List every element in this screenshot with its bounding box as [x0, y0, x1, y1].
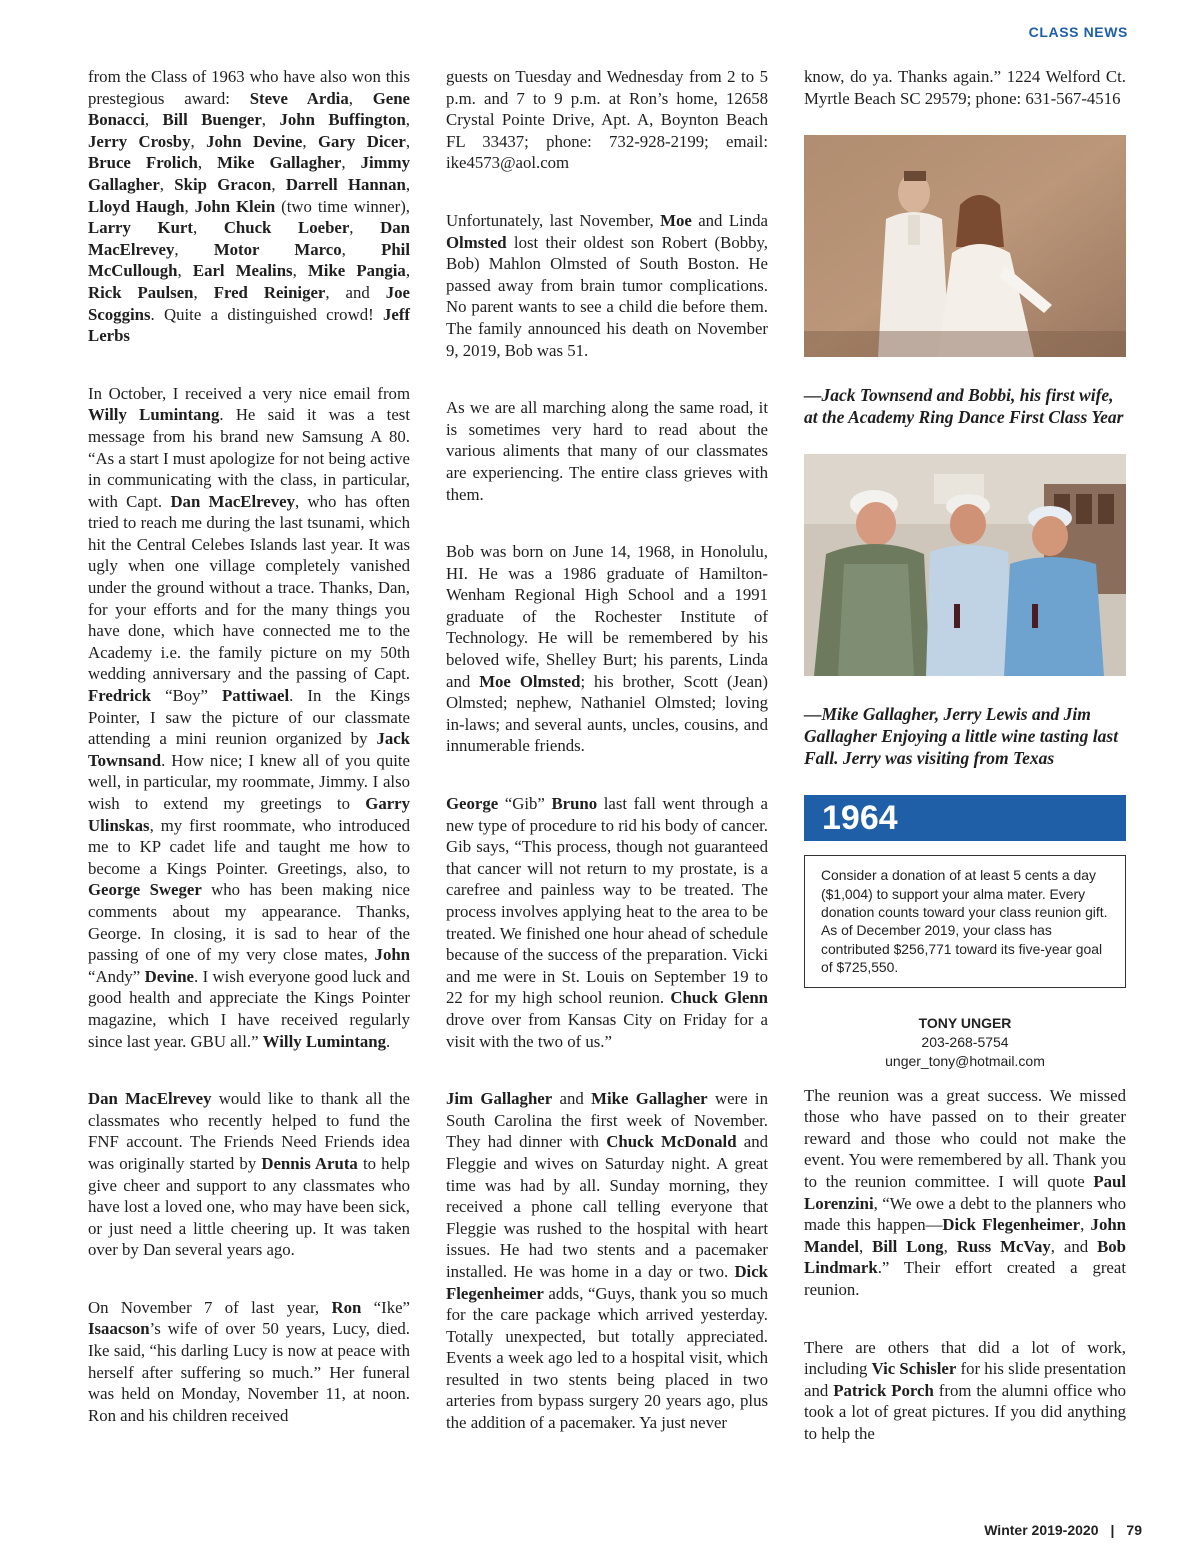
paragraph — [446, 210, 768, 361]
text-run: , — [192, 218, 224, 238]
text-run: . — [386, 1031, 391, 1051]
text-run: , — [341, 153, 361, 173]
text-run: , and — [1050, 1236, 1098, 1256]
person-name: Earl Mealins — [192, 261, 293, 281]
text-run: were in South Carolina the first week of November. They had dinner with — [446, 1089, 768, 1152]
person-name: Vic Schisler — [871, 1359, 957, 1379]
text-run: , — [190, 131, 207, 151]
text-run: , — [184, 196, 195, 216]
text-run: , and — [325, 282, 386, 302]
person-name: Devine — [144, 966, 194, 986]
paragraph — [804, 66, 1126, 109]
text-run: to help give cheer and support to any classmates who have lost a loved one, who may have been sick, or just need a little cheering up. It was taken over by Dan several years ago. — [88, 1153, 411, 1260]
person-name: Chuck Loeber — [223, 218, 350, 238]
person-name: Garry Ulinskas — [88, 794, 410, 835]
person-name: Willy Lumintang — [88, 405, 220, 425]
text-run: The reunion was a great success. We missed those who have passed on to their greater reward and those who could not make the event. You were remembered by all. Thank you to the reunion committee. I will quote — [804, 1085, 1126, 1191]
text-run: , — [144, 110, 163, 130]
page-footer — [984, 1522, 1142, 1538]
person-name: Dan MacElrevey — [88, 218, 410, 259]
donation-notice: Consider a donation of at least 5 cents a day ($1,004) to support your alma mater. Every donation counts toward your class reunion gift. As of December 2019, your class has contributed $256,771 toward its five-year goal of $725,550. — [804, 855, 1126, 987]
text-run: know, do ya. Thanks again.” 1224 Welford Ct. Myrtle Beach SC 29579; phone: 631-567-4516 — [804, 67, 1126, 108]
person-name: Motor Marco — [213, 239, 342, 259]
person-name: Bob Lindmark — [804, 1236, 1126, 1278]
page-number: 79 — [1126, 1522, 1142, 1538]
correspondent-phone: 203-268-5754 — [921, 1033, 1009, 1050]
text-run: for his slide presentation and — [804, 1359, 1126, 1400]
text-run: . In the Kings Pointer, I saw the picture of our classmate attending a mini reunion organized by — [88, 686, 410, 749]
person-name: Jerry Crosby — [88, 131, 191, 151]
person-name: Mike Gallagher — [591, 1089, 708, 1109]
person-name: Russ McVay — [956, 1236, 1051, 1256]
photo-wine-tasting — [804, 454, 1126, 676]
text-run: , — [177, 261, 193, 281]
text-run: and Linda — [691, 210, 769, 230]
person-name: John Mandel — [804, 1215, 1126, 1256]
person-name: Chuck McDonald — [606, 1132, 737, 1152]
person-name: Gene Bonacci — [88, 88, 411, 130]
person-name: Bill Buenger — [162, 110, 262, 130]
person-name: Steve Ardia — [249, 88, 349, 108]
person-name: Bruno — [551, 794, 598, 814]
paragraph — [446, 397, 768, 505]
text-run: As we are all marching along the same road, it is sometimes very hard to read about the various aliments that many of our classmates are experiencing. The entire class grieves with them. — [446, 398, 768, 504]
person-name: Darrell Hannan — [285, 174, 406, 194]
text-run: , — [292, 261, 308, 281]
paragraph — [446, 66, 768, 174]
person-name: John Devine — [206, 131, 303, 151]
text-run: Unfortunately, last November, — [446, 210, 661, 230]
text-run: , — [405, 131, 411, 151]
text-run: , — [271, 174, 286, 194]
text-run: “Boy” — [151, 686, 223, 706]
text-run: In October, I received a very nice email from — [88, 383, 410, 403]
paragraph — [88, 66, 410, 347]
person-name: Jimmy Gallagher — [88, 153, 411, 194]
person-name: Willy Lumintang — [262, 1031, 387, 1051]
text-run: “Gib” — [498, 794, 552, 814]
column-1 — [88, 66, 410, 1462]
text-run: from the alumni office who took a lot of great pictures. If you did anything to help the — [804, 1380, 1126, 1443]
photo-wine-tasting-image — [804, 454, 1126, 676]
text-run: , who has often tried to reach me during the last tsunami, which hit the Central Celebes Islands last year. It was ugly when one village completely vanished under the ground without a trace. Thanks, Dan, for your efforts and for the many things you have done, which have connected me to the Academy i.e. the family picture on my 50th wedding anniversary and the passing of Capt. — [88, 491, 410, 684]
text-run: There are others that did a lot of work, including — [804, 1337, 1126, 1379]
person-name: Dennis Aruta — [261, 1153, 358, 1173]
text-run: , — [405, 261, 411, 281]
text-run: , — [261, 110, 280, 130]
person-name: Gary Dicer — [318, 131, 406, 151]
column-2 — [446, 66, 768, 1470]
person-name: Rick Paulsen — [88, 282, 194, 302]
person-name: Bruce Frolich — [88, 153, 198, 173]
photo-caption: —Mike Gallagher, Jerry Lewis and Jim Gallagher Enjoying a little wine tasting last Fall. Jerry was visiting from Texas — [804, 704, 1119, 768]
person-name: Paul Lorenzini — [804, 1171, 1126, 1213]
text-run: , — [197, 153, 218, 173]
text-run: , — [341, 239, 382, 259]
person-name: Mike Gallagher — [217, 153, 342, 173]
column-3 — [804, 66, 1126, 1481]
text-run: , — [1080, 1215, 1091, 1235]
text-run: On November 7 of last year, — [88, 1297, 332, 1317]
text-run: , — [859, 1236, 873, 1256]
person-name: Fredrick — [88, 686, 152, 706]
paragraph — [446, 793, 768, 1052]
text-run: , my first roommate, who introduced me to KP cadet life and taught me how to become a Kings Pointer. Greetings, also, to — [88, 815, 410, 878]
person-name: Moe — [660, 210, 692, 230]
person-name: Jeff Lerbs — [88, 304, 410, 346]
text-run: “Andy” — [88, 966, 145, 986]
section-tag: CLASS NEWS — [1028, 24, 1128, 40]
text-run: . Quite a distinguished crowd! — [150, 304, 383, 324]
photo-ring-dance — [804, 135, 1126, 357]
person-name: Patrick Porch — [833, 1380, 934, 1400]
text-run: from the Class of 1963 who have also won this prestegious award: — [88, 67, 410, 108]
text-run: (two time winner), — [275, 196, 410, 216]
text-run: , — [193, 282, 214, 302]
text-run: and — [552, 1089, 592, 1109]
text-run: last fall went through a new type of procedure to rid his body of cancer. Gib says, “This process, though not guaranteed that cancer will not return to my prostate, is a carefree and painless way to be treated. The process involves applying heat to the area to be treated. We finished one hour ahead of schedule because of the success of the preparation. Vicki and me were in St. Louis on September 19 to 22 for my high school reunion. — [446, 794, 768, 1008]
person-name: Olmsted — [446, 232, 507, 252]
person-name: Fred Reiniger — [213, 282, 326, 302]
footer-separator: | — [1110, 1522, 1115, 1538]
person-name: Ron — [331, 1297, 362, 1317]
person-name: Pattiwael — [222, 686, 290, 706]
person-name: Chuck Glenn — [670, 988, 768, 1008]
person-name: Moe Olmsted — [479, 671, 581, 691]
paragraph — [88, 1088, 410, 1261]
text-run: , — [349, 218, 381, 238]
paragraph — [446, 1088, 768, 1434]
text-run: . I wish everyone good luck and good health and appreciate the Kings Pointer magazine, which I have received regularly since last year. GBU all.” — [88, 966, 410, 1051]
person-name: Dan MacElrevey — [88, 1089, 212, 1109]
text-run: , — [174, 239, 214, 259]
text-run: ’s wife of over 50 years, Lucy, died. Ike said, “his darling Lucy is now at peace with herself after suffering so much.” Her funeral was held on Monday, November 11, at noon. Ron and his children received — [88, 1319, 410, 1425]
person-name: Dan MacElrevey — [170, 491, 295, 511]
issue-label: Winter 2019-2020 — [984, 1522, 1099, 1538]
person-name: John Klein — [194, 196, 276, 216]
text-run: “Ike” — [361, 1297, 410, 1317]
paragraph — [804, 1085, 1126, 1301]
text-run: , — [302, 131, 318, 151]
text-run: , — [348, 88, 373, 108]
person-name: Dick Flegenheimer — [942, 1215, 1081, 1235]
person-name: Jack Townsand — [88, 729, 410, 770]
text-run: , — [943, 1236, 957, 1256]
paragraph — [446, 541, 768, 757]
person-name: Mike Pangia — [307, 261, 406, 281]
text-run: , “We owe a debt to the planners who made this happen— — [804, 1193, 1126, 1235]
text-run: , — [159, 174, 175, 194]
class-correspondent — [804, 1014, 1126, 1071]
person-name: Lloyd Haugh — [88, 196, 185, 216]
person-name: Jim Gallagher — [446, 1089, 553, 1109]
person-name: Joe Scoggins — [88, 282, 410, 324]
paragraph — [88, 383, 410, 1052]
text-run: lost their oldest son Robert (Bobby, Bob) Mahlon Olmsted of South Boston. He passed away from brain tumor complications. No parent wants to see a child die before them. The family announced his death on November 9, 2019, Bob was 51. — [446, 232, 768, 360]
person-name: Dick Flegenheimer — [446, 1261, 768, 1303]
photo-caption: —Jack Townsend and Bobbi, his first wife, at the Academy Ring Dance First Class Year — [804, 385, 1124, 427]
photo-ring-dance-image — [804, 135, 1126, 357]
text-run: and Fleggie and wives on Saturday night. A great time was had by all. Sunday morning, they received a phone call telling everyone that Fleggie was rushed to the hospital with heart issues. He had two stents and a pacemaker installed. He was home in a day or two. — [446, 1132, 768, 1281]
paragraph — [88, 1297, 410, 1427]
correspondent-email[interactable]: unger_tony@hotmail.com — [885, 1052, 1045, 1069]
text-run: , — [405, 174, 411, 194]
text-run: drove over from Kansas City on Friday for a visit with the two of us.” — [446, 1009, 768, 1051]
person-name: Larry Kurt — [88, 218, 193, 238]
text-run: .” Their effort created a great reunion. — [804, 1258, 1126, 1299]
class-year-banner: 1964 — [804, 795, 1126, 841]
person-name: George — [446, 794, 499, 814]
text-run: who has been making nice comments about my appearance. Thanks, George. In closing, it is sad to hear of the passing of one of my very close mates, — [88, 880, 410, 965]
correspondent-name: TONY UNGER — [918, 1014, 1012, 1031]
text-run: . How nice; I knew all of you quite well, in particular, my roommate, Jimmy. I also wish to extend my greetings to — [88, 750, 410, 813]
text-run: Bob was born on June 14, 1968, in Honolulu, HI. He was a 1986 graduate of Hamilton-Wenham Regional High School and a 1991 graduate of the Rochester Institute of Technology. He will be remembered by his beloved wife, Shelley Burt; his parents, Linda and — [446, 542, 768, 691]
person-name: Bill Long — [872, 1236, 944, 1256]
person-name: Isaacson — [88, 1319, 150, 1339]
text-run: guests on Tuesday and Wednesday from 2 to 5 p.m. and 7 to 9 p.m. at Ron’s home, 12658 Crystal Pointe Drive, Apt. A, Boynton Beach FL 33437; phone: 732-928-2199; email: ike4573@aol.com — [446, 67, 768, 173]
text-run: , — [405, 110, 410, 130]
text-run: ; his brother, Scott (Jean) Olmsted; nephew, Nathaniel Olmsted; loving in-laws; and several aunts, uncles, cousins, and innumerable friends. — [446, 671, 768, 756]
person-name: John Buffington — [279, 110, 406, 130]
text-run: . He said it was a test message from his brand new Samsung A 80. “As a start I must apologize for not being active in communicating with the class, in particular, with Capt. — [88, 405, 411, 511]
person-name: Phil McCullough — [88, 239, 411, 281]
person-name: Skip Gracon — [174, 174, 272, 194]
person-name: George Sweger — [88, 880, 202, 900]
person-name: John — [374, 945, 410, 965]
text-run: would like to thank all the classmates who recently helped to fund the FNF account. The Friends Need Friends idea was originally started by — [88, 1089, 410, 1173]
paragraph — [804, 1337, 1126, 1445]
text-run: adds, “Guys, thank you so much for the care package which arrived yesterday. Totally unexpected, but totally appreciated. Events a week ago led to a hospital visit, which resulted in two stents being placed in two arteries from bypass surgery 20 years ago, plus the addition of a pacemaker. Ya just never — [446, 1283, 768, 1433]
